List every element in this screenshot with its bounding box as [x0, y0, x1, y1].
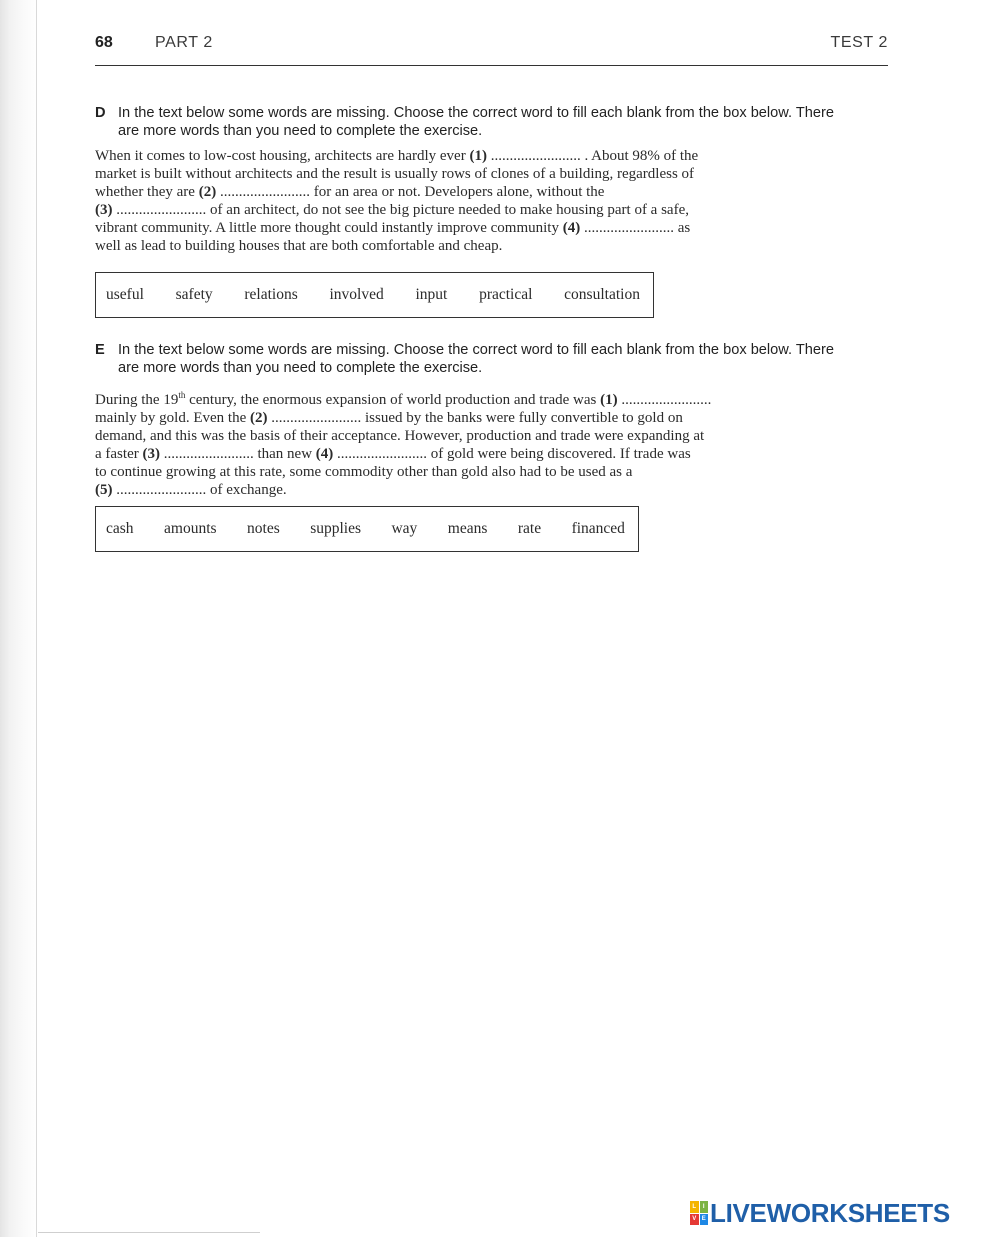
logo-square: I: [700, 1201, 709, 1213]
exercise-e-instruction-text: In the text below some words are missing. Choose the correct word to fill each blank from the box below. There are more words than you need to complete the exercise.: [118, 342, 834, 376]
passage-line: (5) ........................ of exchange.: [95, 482, 287, 498]
passage-line: When it comes to low-cost housing, architects are hardly ever (1) ........................ . About 98% of the: [95, 148, 699, 164]
gap-number: (3): [142, 446, 160, 462]
passage-line: During the 19th century, the enormous expansion of world production and trade was (1) ........................: [95, 390, 712, 408]
exercise-d-word-box: [95, 272, 654, 318]
passage-line: well as lead to building houses that are both comfortable and cheap.: [95, 238, 503, 254]
word-option[interactable]: involved: [329, 286, 384, 303]
blank-d2[interactable]: ........................: [219, 184, 310, 200]
gap-number: (4): [315, 446, 334, 462]
gap-number: (2): [198, 184, 217, 200]
liveworksheets-wordmark: LIVEWORKSHEETS: [710, 1197, 950, 1228]
word-option[interactable]: cash: [106, 520, 134, 537]
exercise-e-passage: [95, 386, 840, 499]
word-option[interactable]: safety: [175, 286, 213, 303]
gap-number: (1): [600, 392, 618, 408]
passage-line: vibrant community. A little more thought could instantly improve community (4) ........................ as: [95, 220, 691, 236]
passage-line: demand, and this was the basis of their acceptance. However, production and trade were expanding at: [95, 428, 705, 444]
passage-line: (3) ........................ of an architect, do not see the big picture needed to make housing part of a safe,: [95, 202, 689, 218]
page-number: 68: [95, 34, 113, 51]
liveworksheets-logo: [690, 1199, 950, 1227]
word-option[interactable]: useful: [106, 286, 144, 303]
word-option[interactable]: consultation: [564, 286, 640, 303]
superscript-th: th: [178, 390, 186, 400]
word-option[interactable]: practical: [479, 286, 533, 303]
blank-d1[interactable]: ........................: [490, 148, 581, 164]
exercise-d-instruction-text: In the text below some words are missing. Choose the correct word to fill each blank from the box below. There are more words than you need to complete the exercise.: [118, 105, 834, 139]
word-option[interactable]: supplies: [310, 520, 362, 537]
gap-number: (3): [95, 202, 113, 218]
blank-e5[interactable]: ........................: [116, 482, 207, 498]
part-label: PART 2: [155, 34, 213, 51]
gap-number: (1): [469, 148, 487, 164]
word-option[interactable]: notes: [247, 520, 280, 537]
passage-line: market is built without architects and the result is usually rows of clones of a building, regardless of: [95, 166, 695, 182]
exercise-e-letter: E: [95, 342, 105, 358]
blank-e3[interactable]: ........................: [163, 446, 254, 462]
exercise-e-instruction: [95, 341, 835, 377]
page-header: [95, 34, 888, 58]
passage-line: whether they are (2) ........................ for an area or not. Developers alone, without the: [95, 184, 605, 200]
page-spine-shadow: [0, 0, 38, 1237]
word-option[interactable]: rate: [517, 520, 542, 537]
header-rule: [95, 65, 888, 66]
exercise-d-passage: [95, 147, 825, 255]
passage-line: a faster (3) ........................ than new (4) ........................ of gold were being discovered. If trade was: [95, 446, 691, 462]
liveworksheets-icon: [690, 1201, 708, 1225]
blank-e2[interactable]: ........................: [271, 410, 362, 426]
spine-line: [36, 0, 37, 1237]
word-option[interactable]: relations: [244, 286, 298, 303]
gap-number: (2): [249, 410, 268, 426]
word-option[interactable]: amounts: [164, 520, 217, 537]
word-option[interactable]: way: [391, 520, 418, 537]
blank-d4[interactable]: ........................: [583, 220, 674, 236]
exercise-d-letter: D: [95, 105, 106, 121]
passage-line: mainly by gold. Even the (2) ........................ issued by the banks were fully convertible to gold on: [95, 410, 683, 426]
gap-number: (4): [562, 220, 581, 236]
gap-number: (5): [95, 482, 113, 498]
word-option[interactable]: input: [415, 286, 448, 303]
logo-square: E: [700, 1214, 709, 1226]
blank-d3[interactable]: ........................: [116, 202, 207, 218]
logo-square: V: [690, 1214, 699, 1226]
word-option[interactable]: means: [447, 520, 488, 537]
exercise-d-instruction: [95, 104, 835, 140]
word-option[interactable]: financed: [571, 520, 625, 537]
exercise-e-word-box: [95, 506, 639, 552]
blank-e4[interactable]: ........................: [337, 446, 428, 462]
blank-e1[interactable]: ........................: [621, 392, 712, 408]
test-label: TEST 2: [830, 34, 888, 51]
bottom-edge-line: [38, 1232, 260, 1233]
passage-line: to continue growing at this rate, some commodity other than gold also had to be used as a: [95, 464, 633, 480]
logo-square: L: [690, 1201, 699, 1213]
